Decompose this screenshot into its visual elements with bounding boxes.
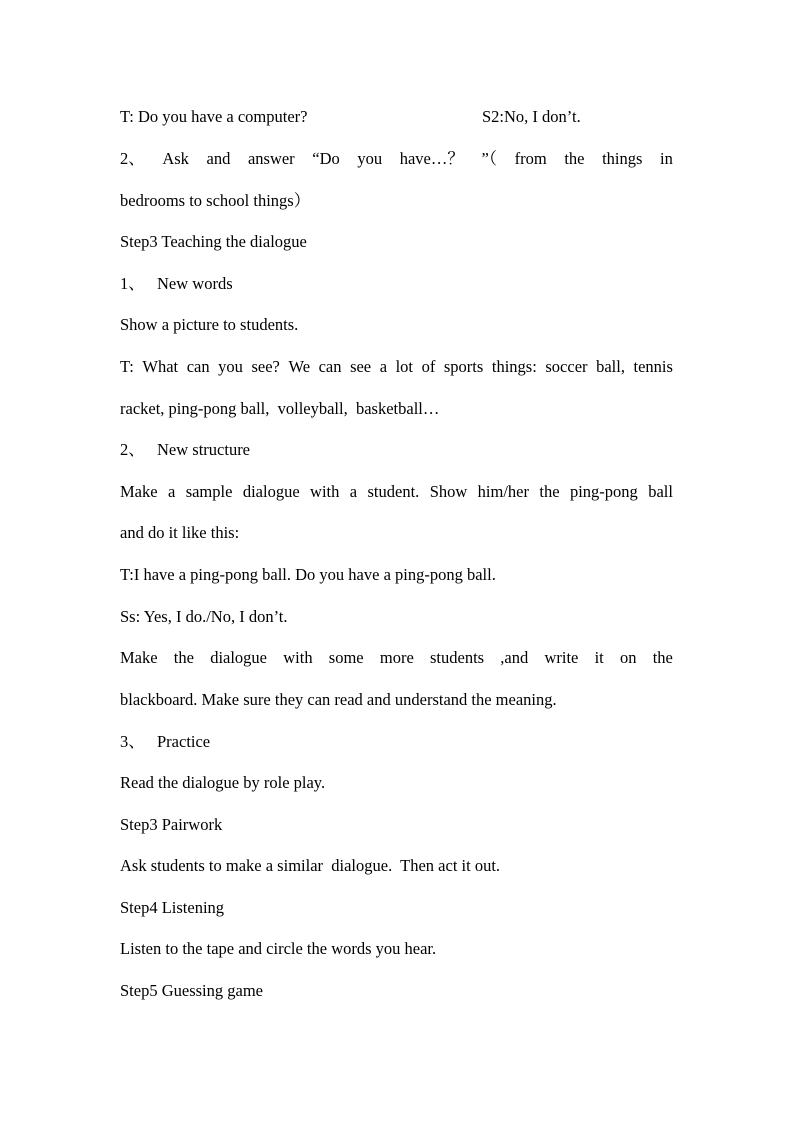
word: ”（ <box>481 149 498 168</box>
line-dialogue-example <box>120 105 673 129</box>
word: Make <box>120 648 158 667</box>
line-sports-things: racket, ping-pong ball, volleyball, basketball… <box>120 399 440 418</box>
item-text: Practice <box>157 732 211 751</box>
item-text: New words <box>157 274 233 293</box>
word: a <box>167 482 176 501</box>
word: ,and <box>500 648 529 667</box>
word: dialogue <box>242 482 300 501</box>
word: things <box>602 149 643 168</box>
word: ping-pong <box>569 482 638 501</box>
line-blackboard: blackboard. Make sure they can read and understand the meaning. <box>120 690 557 709</box>
word: soccer <box>545 357 588 376</box>
word: Make <box>120 482 158 501</box>
word: it <box>594 648 604 667</box>
word: the <box>173 648 194 667</box>
heading-step3-teaching: Step3 Teaching the dialogue <box>120 232 307 251</box>
word: 2、 <box>120 149 145 168</box>
item-number: 1、 <box>120 274 145 293</box>
word: students <box>429 648 485 667</box>
word: We <box>288 357 311 376</box>
teacher-question: T: Do you have a computer? <box>120 107 308 126</box>
word: with <box>310 482 340 501</box>
word: the <box>539 482 560 501</box>
word: sports <box>443 357 484 376</box>
word: Show <box>429 482 468 501</box>
word: tennis <box>633 357 673 376</box>
item-number: 3、 <box>120 732 145 751</box>
item-practice <box>120 730 673 754</box>
word: the <box>564 149 585 168</box>
word: dialogue <box>210 648 268 667</box>
line-listen-tape: Listen to the tape and circle the words you hear. <box>120 939 437 958</box>
word: see <box>350 357 372 376</box>
line-make-dialogue-more-students <box>120 646 673 670</box>
line-show-picture: Show a picture to students. <box>120 315 299 334</box>
word: you <box>357 149 383 168</box>
word: T: <box>120 357 134 376</box>
word: lot <box>395 357 414 376</box>
word: have…？ <box>399 149 464 168</box>
word: write <box>544 648 579 667</box>
heading-step5-guessing: Step5 Guessing game <box>120 981 263 1000</box>
item-new-words <box>120 272 673 296</box>
word: “Do <box>312 149 340 168</box>
line-teacher-ping-pong: T:I have a ping-pong ball. Do you have a ping-pong ball. <box>120 565 496 584</box>
word: can <box>186 357 210 376</box>
heading-step3-pairwork: Step3 Pairwork <box>120 815 223 834</box>
word: some <box>328 648 364 667</box>
item-text: New structure <box>157 440 251 459</box>
line-what-can-you-see <box>120 355 673 379</box>
item-new-structure <box>120 438 673 462</box>
word: sample <box>185 482 233 501</box>
word: from <box>514 149 547 168</box>
word: more <box>379 648 414 667</box>
word: can <box>318 357 342 376</box>
word: student. <box>367 482 420 501</box>
word: answer <box>247 149 295 168</box>
word: see? <box>251 357 280 376</box>
word: him/her <box>477 482 529 501</box>
line-similar-dialogue: Ask students to make a similar dialogue. Then act it out. <box>120 856 501 875</box>
word: on <box>619 648 637 667</box>
word: of <box>421 357 436 376</box>
word: the <box>652 648 673 667</box>
word: a <box>379 357 388 376</box>
line-bedrooms: bedrooms to school things） <box>120 191 311 210</box>
word: ball <box>648 482 673 501</box>
item-number: 2、 <box>120 440 145 459</box>
line-role-play: Read the dialogue by role play. <box>120 773 326 792</box>
word: ball, <box>596 357 625 376</box>
word: in <box>660 149 673 168</box>
word: with <box>283 648 313 667</box>
word: What <box>142 357 179 376</box>
word: you <box>218 357 243 376</box>
line-do-it-like-this: and do it like this: <box>120 523 240 542</box>
line-item-2-ask-answer <box>120 147 673 171</box>
word: things: <box>491 357 537 376</box>
heading-step4-listening: Step4 Listening <box>120 898 225 917</box>
word: and <box>206 149 231 168</box>
line-make-sample-dialogue <box>120 480 673 504</box>
student-answer: S2:No, I don’t. <box>482 107 581 126</box>
word: a <box>349 482 358 501</box>
line-students-answer: Ss: Yes, I do./No, I don’t. <box>120 607 288 626</box>
word: Ask <box>162 149 189 168</box>
